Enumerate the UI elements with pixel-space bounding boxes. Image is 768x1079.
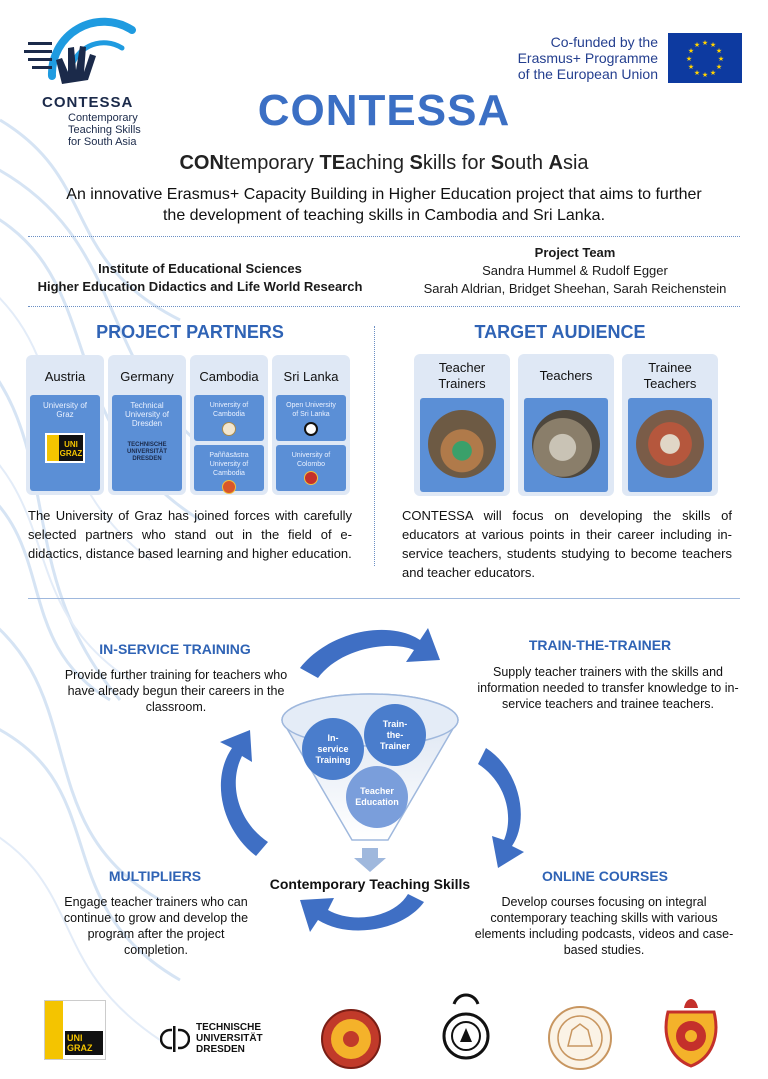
- audience-card-teachers: Teachers: [518, 354, 614, 496]
- partners-text: The University of Graz has joined forces with carefully selected partners who stand out in the field of e-didactics, distance based learning and higher education.: [28, 508, 352, 561]
- page-title: CONTESSA: [257, 86, 511, 135]
- svg-text:★: ★: [685, 55, 693, 63]
- cycle-arrow-top: [300, 628, 440, 678]
- svg-text:★: ★: [709, 41, 717, 49]
- cycle-arrow-bottom: [300, 894, 424, 932]
- svg-text:★: ★: [709, 69, 717, 77]
- institute-block: Institute of Educational Sciences Higher Education Didactics and Life World Research: [37, 261, 363, 294]
- train-trainer-text: Supply teacher trainers with the skills and information needed to transfer knowledge to in-service teachers and trainee teachers.: [477, 665, 739, 711]
- uni-graz-logo: UNI GRAZ: [44, 1000, 106, 1060]
- country-card-sri-lanka: Sri Lanka Open University of Sri Lanka University of Colombo: [272, 355, 350, 495]
- svg-text:★: ★: [717, 55, 725, 63]
- audience-card-teacher-trainers: Teacher Trainers: [414, 354, 510, 496]
- partners-heading: PROJECT PARTNERS: [96, 322, 284, 342]
- intro-text: An innovative Erasmus+ Capacity Building in Higher Education project that aims to further the development of teaching skills in Cambodia and Sri Lanka.: [66, 186, 702, 224]
- project-team: Project Team Sandra Hummel & Rudolf Egger Sarah Aldrian, Bridget Sheehan, Sarah Reichenstein: [423, 245, 727, 296]
- svg-text:★: ★: [701, 39, 709, 47]
- tu-dresden-logo: TECHNISCHE UNIVERSITÄT DRESDEN: [126, 442, 167, 462]
- uni-graz-logo: UNI GRAZ: [45, 433, 85, 463]
- in-service-title: IN-SERVICE TRAINING: [99, 641, 251, 657]
- funnel-circle-teacher-education: Teacher Education: [346, 766, 408, 828]
- audience-text: CONTESSA will focus on developing the skills of educators at various points in their career including in-service teachers, students studying to become teachers and teacher educators.: [402, 508, 732, 580]
- cofunded-text: Co-funded by the Erasmus+ Programme of the European Union: [517, 34, 658, 82]
- uni-box: University of Colombo: [276, 445, 346, 491]
- svg-text:★: ★: [715, 63, 723, 71]
- svg-text:★: ★: [693, 69, 701, 77]
- audience-heading: TARGET AUDIENCE: [474, 322, 646, 342]
- uni-box: Open University of Sri Lanka: [276, 395, 346, 441]
- uni-box: Technical University of Dresden TECHNISCHE UNIVERSITÄT DRESDEN: [112, 395, 182, 491]
- funnel-circle-train-trainer: Train-the-Trainer: [364, 704, 426, 766]
- page-subtitle: CONtemporary TEaching Skills for South Asia: [179, 152, 589, 174]
- svg-text:★: ★: [693, 41, 701, 49]
- in-service-text: Provide further training for teachers who have already begun their careers in the classroom.: [64, 668, 288, 714]
- cycle-arrow-right: [478, 748, 524, 868]
- logo-wordmark: CONTESSA: [42, 94, 134, 111]
- cycle-arrow-left: [220, 730, 268, 856]
- country-card-cambodia: Cambodia University of Cambodia Paññāsāstra University of Cambodia: [190, 355, 268, 495]
- audience-card-trainee-teachers: Trainee Teachers: [622, 354, 718, 496]
- tu-dresden-logo: TECHNISCHE UNIVERSITÄT DRESDEN: [160, 1022, 263, 1055]
- train-trainer-title: TRAIN-THE-TRAINER: [528, 637, 672, 653]
- uni-box: Paññāsāstra University of Cambodia: [194, 445, 264, 491]
- funnel-circle-in-service: In-service Training: [302, 718, 364, 780]
- multipliers-text: Engage teacher trainers who can continue to grow and develop the program after the project completion.: [63, 895, 249, 957]
- country-card-austria: Austria University of Graz UNI GRAZ: [26, 355, 104, 495]
- svg-text:★: ★: [701, 71, 709, 79]
- uni-box: University of Graz UNI GRAZ: [30, 395, 100, 491]
- online-courses-title: ONLINE COURSES: [541, 868, 668, 884]
- svg-text:★: ★: [687, 63, 695, 71]
- svg-text:★: ★: [715, 47, 723, 55]
- logo-subtitle: Contemporary Teaching Skills for South Asia: [68, 112, 141, 148]
- uni-box: University of Cambodia: [194, 395, 264, 441]
- online-courses-text: Develop courses focusing on integral contemporary teaching skills with various elements including podcasts, videos and case-based studies.: [474, 895, 734, 957]
- country-card-germany: Germany Technical University of Dresden TECHNISCHE UNIVERSITÄT DRESDEN: [108, 355, 186, 495]
- multipliers-title: MULTIPLIERS: [108, 868, 202, 884]
- center-label: Contemporary Teaching Skills: [269, 876, 471, 892]
- svg-text:★: ★: [687, 47, 695, 55]
